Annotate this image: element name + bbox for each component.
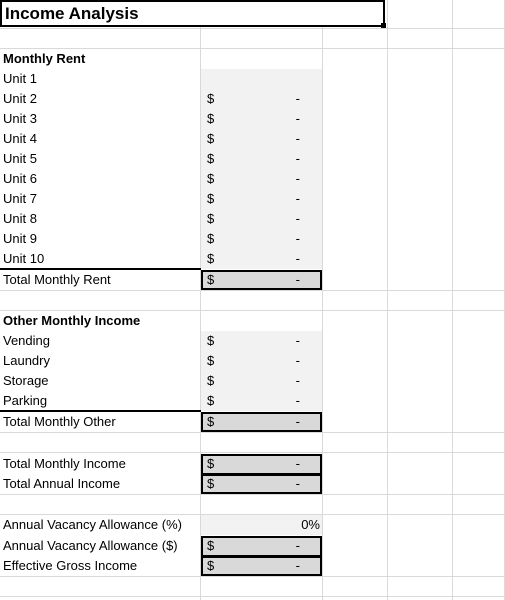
gridline-row	[0, 28, 505, 29]
total-monthly-other-label: Total Monthly Other	[3, 414, 116, 429]
dash-value: -	[295, 211, 300, 226]
other-income-item-row[interactable]	[0, 371, 505, 391]
unit-rent-label: Unit 1	[3, 71, 37, 86]
other-income-item-label: Vending	[3, 333, 50, 348]
unit-rent-value[interactable]	[201, 249, 322, 269]
currency-symbol: $	[207, 476, 215, 491]
unit-rent-row[interactable]	[0, 89, 505, 109]
other-income-item-label: Laundry	[3, 353, 50, 368]
currency-symbol: $	[207, 131, 215, 146]
currency-symbol: $	[207, 393, 215, 408]
other-income-item-value[interactable]	[201, 351, 322, 371]
effective-gross-income-value[interactable]	[201, 556, 322, 576]
gridline-row	[0, 432, 505, 433]
other-income-item-label: Parking	[3, 393, 48, 408]
dash-value: -	[295, 151, 300, 166]
unit-rent-value[interactable]	[201, 209, 322, 229]
unit-rent-row[interactable]	[0, 209, 505, 229]
dash-value: -	[295, 456, 300, 471]
total-monthly-rent-value[interactable]	[201, 270, 322, 290]
dash-value: -	[295, 272, 300, 287]
unit-rent-value[interactable]	[201, 229, 322, 249]
other-income-item-row[interactable]	[0, 391, 505, 411]
other-income-heading-row[interactable]	[0, 311, 505, 331]
currency-symbol: $	[207, 373, 215, 388]
total-monthly-income-label: Total Monthly Income	[3, 456, 126, 471]
dash-value: -	[295, 131, 300, 146]
other-income-heading: Other Monthly Income	[3, 313, 141, 328]
unit-rent-label: Unit 4	[3, 131, 37, 146]
vacancy-dollar-label: Annual Vacancy Allowance ($)	[3, 538, 178, 553]
total-annual-income-row[interactable]	[0, 474, 505, 494]
vacancy-pct-text: 0%	[301, 517, 320, 532]
currency-symbol: $	[207, 171, 215, 186]
vacancy-pct-label: Annual Vacancy Allowance (%)	[3, 517, 182, 532]
gridline-row	[0, 494, 505, 495]
dash-value: -	[295, 333, 300, 348]
vacancy-pct-value[interactable]	[201, 515, 322, 535]
unit-rent-label: Unit 7	[3, 191, 37, 206]
currency-symbol: $	[207, 333, 215, 348]
currency-symbol: $	[207, 91, 215, 106]
gridline-row	[0, 576, 505, 577]
vacancy-dollar-value[interactable]	[201, 536, 322, 557]
monthly-rent-heading: Monthly Rent	[3, 51, 86, 66]
currency-symbol: $	[207, 111, 215, 126]
unit-rent-value[interactable]	[201, 109, 322, 129]
total-monthly-other-value[interactable]	[201, 412, 322, 432]
unit-rent-value[interactable]	[201, 169, 322, 189]
unit-rent-label: Unit 5	[3, 151, 37, 166]
unit-rent-label: Unit 9	[3, 231, 37, 246]
currency-symbol: $	[207, 272, 215, 287]
currency-symbol: $	[207, 456, 215, 471]
unit-rent-row[interactable]	[0, 229, 505, 249]
unit-rent-label: Unit 3	[3, 111, 37, 126]
other-income-item-row[interactable]	[0, 331, 505, 351]
currency-symbol: $	[207, 191, 215, 206]
unit-rent-label: Unit 2	[3, 91, 37, 106]
other-income-item-value[interactable]	[201, 391, 322, 411]
unit-rent-value[interactable]	[201, 189, 322, 209]
currency-symbol: $	[207, 414, 215, 429]
total-annual-income-label: Total Annual Income	[3, 476, 121, 491]
other-income-item-value[interactable]	[201, 331, 322, 351]
gridline-row	[0, 452, 505, 453]
dash-value: -	[295, 538, 300, 553]
unit-rent-label: Unit 6	[3, 171, 37, 186]
unit-rent-row[interactable]	[0, 169, 505, 189]
unit-rent-value[interactable]	[201, 149, 322, 169]
unit-rent-label: Unit 8	[3, 211, 37, 226]
sheet-title-cell[interactable]: Income Analysis	[0, 0, 385, 27]
dash-value: -	[295, 558, 300, 573]
dash-value: -	[295, 373, 300, 388]
unit-rent-row[interactable]	[0, 69, 505, 89]
unit-rent-value[interactable]	[201, 89, 322, 109]
other-income-item-row[interactable]	[0, 351, 505, 371]
other-income-item-value[interactable]	[201, 371, 322, 391]
currency-symbol: $	[207, 251, 215, 266]
effective-gross-income-row[interactable]	[0, 556, 505, 576]
total-annual-income-value[interactable]	[201, 474, 322, 494]
dash-value: -	[295, 353, 300, 368]
dash-value: -	[295, 414, 300, 429]
currency-symbol: $	[207, 211, 215, 226]
total-monthly-income-value[interactable]	[201, 454, 322, 475]
dash-value: -	[295, 171, 300, 186]
unit-rent-row[interactable]	[0, 149, 505, 169]
vacancy-dollar-row[interactable]	[0, 536, 505, 556]
effective-gross-income-label: Effective Gross Income	[3, 558, 138, 573]
monthly-rent-heading-row[interactable]	[0, 49, 505, 69]
unit-rent-row[interactable]	[0, 189, 505, 209]
unit-rent-row[interactable]	[0, 129, 505, 149]
currency-symbol: $	[207, 558, 215, 573]
vacancy-pct-row[interactable]	[0, 515, 505, 535]
dash-value: -	[295, 393, 300, 408]
unit-rent-value[interactable]	[201, 129, 322, 149]
currency-symbol: $	[207, 353, 215, 368]
currency-symbol: $	[207, 538, 215, 553]
total-monthly-income-row[interactable]	[0, 454, 505, 474]
unit-rent-row[interactable]	[0, 109, 505, 129]
currency-symbol: $	[207, 231, 215, 246]
total-monthly-rent-row[interactable]	[0, 270, 505, 290]
dash-value: -	[295, 191, 300, 206]
dash-value: -	[295, 251, 300, 266]
total-monthly-rent-label: Total Monthly Rent	[3, 272, 111, 287]
unit-rent-label: Unit 10	[3, 251, 45, 266]
dash-value: -	[295, 476, 300, 491]
gridline-row	[0, 290, 505, 291]
dash-value: -	[295, 111, 300, 126]
gridline-row	[0, 596, 505, 597]
currency-symbol: $	[207, 151, 215, 166]
dash-value: -	[295, 231, 300, 246]
total-monthly-other-row[interactable]	[0, 412, 505, 432]
dash-value: -	[295, 91, 300, 106]
other-income-item-label: Storage	[3, 373, 49, 388]
unit-rent-row[interactable]	[0, 249, 505, 269]
